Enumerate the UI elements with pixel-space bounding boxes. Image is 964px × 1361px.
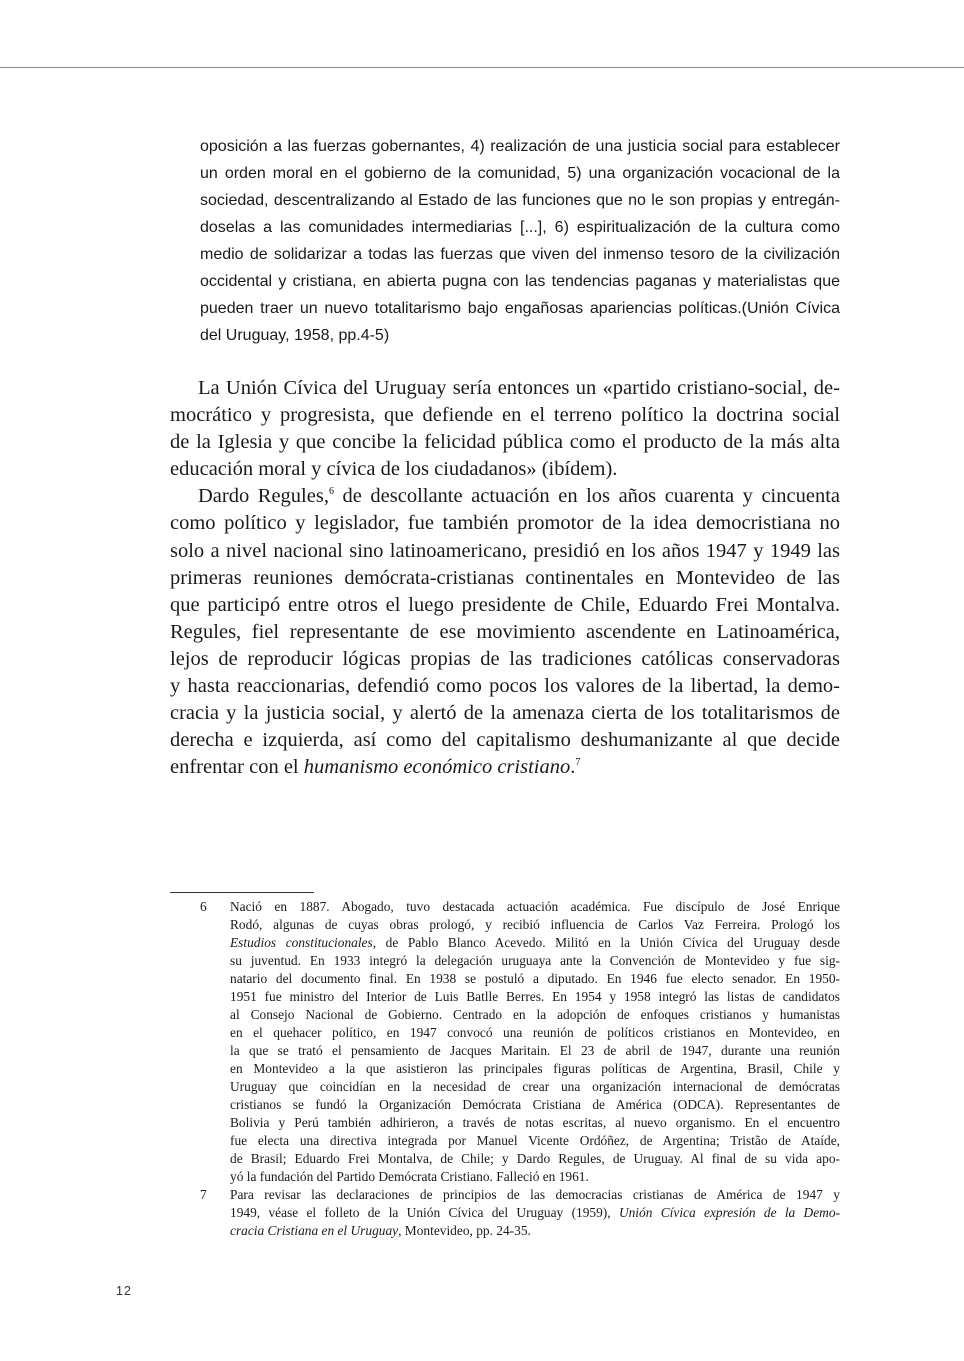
body-line: primeras reuniones demócrata-cristianas continentales en Montevideo de las: [170, 566, 840, 589]
footnote-line: [230, 934, 840, 952]
body-line: solo a nivel nacional sino latinoamericano, presidió en los años 1947 y 1949 las: [170, 539, 840, 562]
body-line: educación moral y cívica de los ciudadanos» (ibídem).: [170, 458, 618, 481]
footnotes: [200, 898, 840, 1240]
footnote-line: su juventud. En 1933 integró la delegación uruguaya ante la Convención de Montevideo y fue sig-: [230, 953, 840, 968]
footnote-line: natario del documento final. En 1938 se postuló a diputado. En 1946 fue electo senador. En 1950-: [230, 971, 840, 986]
footnote-line: al Consejo Nacional de Gobierno. Centrado en la adopción de enfoques cristianos y humanistas: [230, 1007, 840, 1022]
footnote-text-run: , Montevideo, pp. 24-35.: [398, 1223, 531, 1238]
paragraph-2: [170, 483, 840, 781]
footnote-line: en Montevideo a la que asistieron las principales figuras políticas de Argentina, Brasil, Chile y: [230, 1061, 840, 1076]
footnote-text-run: , de Pablo Blanco Acevedo. Militó en la Unión Cívica del Uruguay desde: [372, 935, 840, 950]
footnote-6: [200, 898, 840, 1186]
footnote-line: Para revisar las declaraciones de principios de las democracias cristianas de América de 1947 y: [230, 1187, 840, 1202]
footnote-line: cristianos se fundó la Organización Demócrata Cristiana de América (ODCA). Representantes de: [230, 1097, 840, 1112]
body-line: y hasta reaccionarias, defendió como pocos los valores de la libertad, la demo-: [170, 675, 840, 698]
footnote-ref-6[interactable]: 6: [328, 486, 334, 498]
footnote-line: [230, 1204, 840, 1222]
paragraph-1: [170, 375, 840, 483]
body-line: de la Iglesia y que concibe la felicidad pública como el producto de la más alta: [170, 431, 840, 454]
body-line: [170, 483, 840, 510]
block-quote: [200, 133, 840, 349]
body-line: que participó entre otros el luego presidente de Chile, Eduardo Frei Montalva.: [170, 593, 840, 616]
quote-line: sociedad, descentralizando al Estado de las funciones que no le son propias y entregán-: [200, 192, 840, 209]
footnote-line: Bolivia y Perú también adhirieron, a través de notas escritas, al nuevo organismo. En el encuentro: [230, 1115, 840, 1130]
header-rule: [0, 67, 964, 68]
quote-line: del Uruguay, 1958, pp.4-5): [200, 327, 390, 344]
body-line: [170, 754, 840, 781]
italic-title: cracia Cristiana en el Uruguay: [230, 1223, 399, 1238]
footnote-7: [200, 1186, 840, 1240]
quote-line: medio de solidarizar a todas las fuerzas que viven del inmenso tesoro de la civilización: [200, 246, 840, 263]
footnote-line: [230, 1222, 840, 1240]
body-text-run: de descollante actuación en los años cuarenta y cincuenta: [333, 485, 840, 508]
body-line: mocrático y progresista, que defiende en el terreno político la doctrina social: [170, 404, 840, 427]
footnote-number: 6: [200, 899, 207, 914]
footnote-line: 1951 fue ministro del Interior de Luis Batlle Berres. En 1954 y 1958 integró las listas de candidatos: [230, 989, 840, 1004]
body-line: La Unión Cívica del Uruguay sería entonces un «partido cristiano-social, de-: [198, 377, 840, 399]
footnote-line: fue electa una directiva integrada por Manuel Vicente Ordóñez, de Argentina; Tristão de Ataíde,: [230, 1133, 840, 1148]
page-number: 12: [116, 1284, 132, 1298]
footnote-line: Uruguay que coincidían en la necesidad de crear una organización internacional de demócratas: [230, 1079, 840, 1094]
footnote-line: de Brasil; Eduardo Frei Montalva, de Chile; y Dardo Regules, de Uruguay. Al final de su vida apo-: [230, 1151, 840, 1166]
footnote-line: en el quehacer político, en 1947 convocó una reunión de políticos cristianos en Montevideo, en: [230, 1025, 840, 1040]
body-text: [170, 375, 840, 781]
footnote-rule: [170, 892, 314, 893]
quote-line: un orden moral en el gobierno de la comunidad, 5) una organización vocacional de la: [200, 165, 840, 182]
body-line: Regules, fiel representante de ese movimiento ascendente en Latinoamérica,: [170, 620, 840, 643]
italic-title: Estudios constitucionales: [230, 935, 373, 950]
italic-term: humanismo económico cristiano: [303, 756, 571, 779]
footnote-ref-7[interactable]: 7: [575, 757, 581, 769]
body-text-run: Dardo Regules,: [198, 485, 329, 508]
body-text-run: enfrentar con el: [170, 756, 304, 779]
quote-line: pueden traer un nuevo totalitarismo bajo engañosas apariencias políticas.(Unión Cívica: [200, 300, 840, 317]
quote-line: occidental y cristiana, en abierta pugna con las tendencias paganas y materialistas que: [200, 273, 840, 290]
footnote-line: Nació en 1887. Abogado, tuvo destacada actuación académica. Fue discípulo de José Enrique: [230, 899, 840, 914]
quote-line: doselas a las comunidades intermediarias [...], 6) espiritualización de la cultura como: [200, 219, 840, 236]
footnote-line: la que se trató el pensamiento de Jacques Maritain. El 23 de abril de 1947, durante una reunión: [230, 1043, 840, 1058]
body-line: derecha e izquierda, así como del capitalismo deshumanizante al que decide: [170, 729, 840, 752]
footnote-line: yó la fundación del Partido Demócrata Cristiano. Falleció en 1961.: [230, 1169, 589, 1184]
quote-line: oposición a las fuerzas gobernantes, 4) realización de una justicia social para establecer: [200, 138, 840, 155]
body-line: lejos de reproducir lógicas propias de las tradiciones católicas conservadoras: [170, 647, 840, 670]
body-line: como político y legislador, fue también promotor de la idea democristiana no: [170, 512, 840, 535]
body-text-run: .: [570, 756, 576, 779]
footnote-text-run: 1949, véase el folleto de la Unión Cívica del Uruguay (1959),: [230, 1205, 619, 1220]
italic-title: Unión Cívica expresión de la Demo-: [618, 1205, 840, 1220]
footnote-line: Rodó, algunas de cuyas obras prologó, y recibió influencia de Carlos Vaz Ferreira. Prologó los: [230, 917, 840, 932]
body-line: cracia y la justicia social, y alertó de la amenaza cierta de los totalitarismos de: [170, 702, 840, 725]
footnote-number: 7: [200, 1187, 207, 1202]
